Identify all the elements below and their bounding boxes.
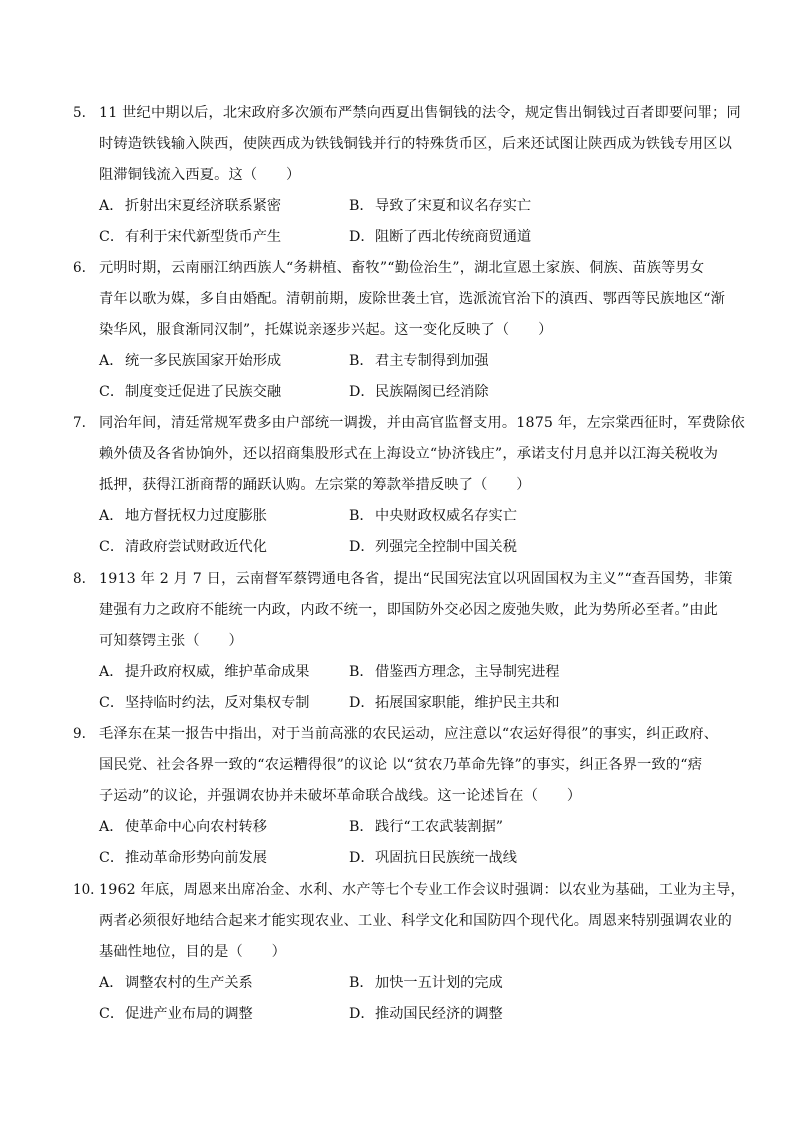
option-text: 民族隔阂已经消除 <box>375 384 489 400</box>
question-stem <box>99 875 745 968</box>
option-letter: A． <box>99 975 124 991</box>
option-letter: B． <box>349 664 374 680</box>
option-letter: B． <box>349 975 374 991</box>
option-text: 加快一五计划的完成 <box>375 975 503 991</box>
option-d <box>349 999 503 1030</box>
option-text: 推动革命形势向前发展 <box>125 850 267 866</box>
option-letter: C． <box>99 539 125 555</box>
option-d <box>349 688 559 719</box>
option-text: 巩固抗日民族统一战线 <box>375 850 517 866</box>
option-c <box>99 532 267 563</box>
option-letter: C． <box>99 1006 125 1022</box>
stem-line: 毛泽东在某一报告中指出，对于当前高涨的农民运动，应注意以“农运好得很”的事实，纠正政府、 <box>99 726 719 742</box>
option-letter: A． <box>99 198 124 214</box>
options-row <box>99 688 719 719</box>
stem-line: 可知蔡锷主张（ ） <box>99 633 243 649</box>
stem-line: 阻滞铜钱流入西夏。这（ ） <box>99 167 301 183</box>
option-b <box>349 968 503 999</box>
options-row <box>99 222 719 253</box>
option-letter: C． <box>99 384 125 400</box>
options-row <box>99 843 719 874</box>
option-text: 调整农村的生产关系 <box>125 975 253 991</box>
option-c <box>99 222 281 253</box>
option-a <box>99 657 309 688</box>
option-text: 折射出宋夏经济联系紧密 <box>125 198 282 214</box>
options-row <box>99 999 719 1030</box>
option-b <box>349 191 531 222</box>
stem-line: 建强有力之政府不能统一内政，内政不统一，即国防外交必因之废弛失败，此为势所必至者。”由此 <box>99 602 719 618</box>
option-letter: B． <box>349 198 374 214</box>
question-stem <box>99 408 745 501</box>
option-letter: B． <box>349 819 374 835</box>
options-row <box>99 812 719 843</box>
option-letter: D． <box>349 850 375 866</box>
option-text: 制度变迁促进了民族交融 <box>125 384 282 400</box>
option-text: 列强完全控制中国关税 <box>375 539 517 555</box>
options-row <box>99 377 719 408</box>
stem-line: 两者必须很好地结合起来才能实现农业、工业、科学文化和国防四个现代化。周恩来特别强调农业的 <box>99 913 733 929</box>
question-number: 8. <box>73 571 86 587</box>
option-text: 清政府尝试财政近代化 <box>125 539 267 555</box>
option-letter: C． <box>99 850 125 866</box>
option-d <box>349 843 517 874</box>
option-text: 有利于宋代新型货币产生 <box>125 229 282 245</box>
option-d <box>349 222 531 253</box>
option-letter: C． <box>99 695 125 711</box>
options-row <box>99 532 719 563</box>
option-letter: A． <box>99 353 124 369</box>
options-row <box>99 657 719 688</box>
option-letter: A． <box>99 664 124 680</box>
option-text: 中央财政权威名存实亡 <box>375 508 517 524</box>
option-text: 拓展国家职能，维护民主共和 <box>375 695 560 711</box>
options-row <box>99 501 719 532</box>
option-letter: B． <box>349 353 374 369</box>
options-row <box>99 346 719 377</box>
option-letter: A． <box>99 819 124 835</box>
question-number: 9. <box>73 726 86 742</box>
stem-line: 子运动”的议论，并强调农协并未破坏革命联合战线。这一论述旨在（ ） <box>99 788 582 804</box>
option-d <box>349 532 517 563</box>
option-letter: D． <box>349 695 375 711</box>
option-letter: D． <box>349 384 375 400</box>
option-a <box>99 191 281 222</box>
option-a <box>99 501 267 532</box>
question-number: 7. <box>73 415 86 431</box>
question-stem <box>99 253 735 346</box>
stem-line: 1962 年底，周恩来出席冶金、水利、水产等七个专业工作会议时强调：以农业为基础，工业为主导， <box>99 882 745 898</box>
question-number: 10. <box>73 882 95 898</box>
stem-line: 1913 年 2 月 7 日，云南督军蔡锷通电各省，提出“民国宪法宜以巩固国权为主义”“查吾国势，非策 <box>99 571 733 587</box>
options-row <box>99 191 719 222</box>
stem-line: 国民党、社会各界一致的“农运糟得很”的议论 以“贫农乃革命先锋”的事实，纠正各界一致的“痞 <box>99 757 703 773</box>
stem-line: 时铸造铁钱输入陕西，使陕西成为铁钱铜钱并行的特殊货币区，后来还试图让陕西成为铁钱专用区以 <box>99 136 733 152</box>
option-text: 君主专制得到加强 <box>375 353 489 369</box>
option-b <box>349 812 503 843</box>
option-letter: D． <box>349 539 375 555</box>
option-letter: C． <box>99 229 125 245</box>
question-number: 5. <box>73 105 86 121</box>
option-text: 统一多民族国家开始形成 <box>125 353 282 369</box>
stem-line: 赖外债及各省协饷外，还以招商集股形式在上海设立“协济钱庄”，承诺支付月息并以江海关税收为 <box>99 446 719 462</box>
option-text: 地方督抚权力过度膨胀 <box>125 508 267 524</box>
options-row <box>99 968 719 999</box>
option-c <box>99 999 253 1030</box>
option-text: 推动国民经济的调整 <box>375 1006 503 1022</box>
stem-line: 同治年间，清廷常规军费多由户部统一调拨，并由高官监督支用。1875 年，左宗棠西征时，军费除依 <box>99 415 745 431</box>
option-b <box>349 501 517 532</box>
option-text: 践行“工农武装割据” <box>375 819 504 835</box>
option-c <box>99 843 267 874</box>
option-text: 促进产业布局的调整 <box>125 1006 253 1022</box>
option-letter: D． <box>349 1006 375 1022</box>
stem-line: 抵押，获得江浙商帮的踊跃认购。左宗棠的筹款举措反映了（ ） <box>99 477 531 493</box>
option-text: 提升政府权威，维护革命成果 <box>125 664 310 680</box>
option-a <box>99 346 281 377</box>
question-stem <box>99 564 735 657</box>
option-a <box>99 812 267 843</box>
option-text: 使革命中心向农村转移 <box>125 819 267 835</box>
question-stem <box>99 98 741 191</box>
option-b <box>349 657 559 688</box>
option-c <box>99 688 309 719</box>
stem-line: 11 世纪中期以后，北宋政府多次颁布严禁向西夏出售铜钱的法令，规定售出铜钱过百者即要问罪；同 <box>99 105 741 121</box>
option-text: 坚持临时约法，反对集权专制 <box>125 695 310 711</box>
option-text: 阻断了西北传统商贸通道 <box>375 229 532 245</box>
question-stem <box>99 719 735 812</box>
option-d <box>349 377 489 408</box>
option-letter: A． <box>99 508 124 524</box>
stem-line: 元明时期，云南丽江纳西族人“务耕植、畜牧”“勤俭治生”，湖北宣恩土家族、侗族、苗族等男女 <box>99 260 705 276</box>
stem-line: 染华风，服食渐同汉制”，托媒说亲逐步兴起。这一变化反映了（ ） <box>99 322 553 338</box>
option-a <box>99 968 253 999</box>
option-letter: B． <box>349 508 374 524</box>
option-b <box>349 346 489 377</box>
stem-line: 青年以歌为媒，多自由婚配。清朝前期，废除世袭土官，选派流官治下的滇西、鄂西等民族地区“渐 <box>99 291 726 307</box>
option-c <box>99 377 281 408</box>
option-text: 导致了宋夏和议名存实亡 <box>375 198 532 214</box>
option-text: 借鉴西方理念，主导制宪进程 <box>375 664 560 680</box>
stem-line: 基础性地位，目的是（ ） <box>99 944 287 960</box>
option-letter: D． <box>349 229 375 245</box>
question-number: 6. <box>73 260 86 276</box>
